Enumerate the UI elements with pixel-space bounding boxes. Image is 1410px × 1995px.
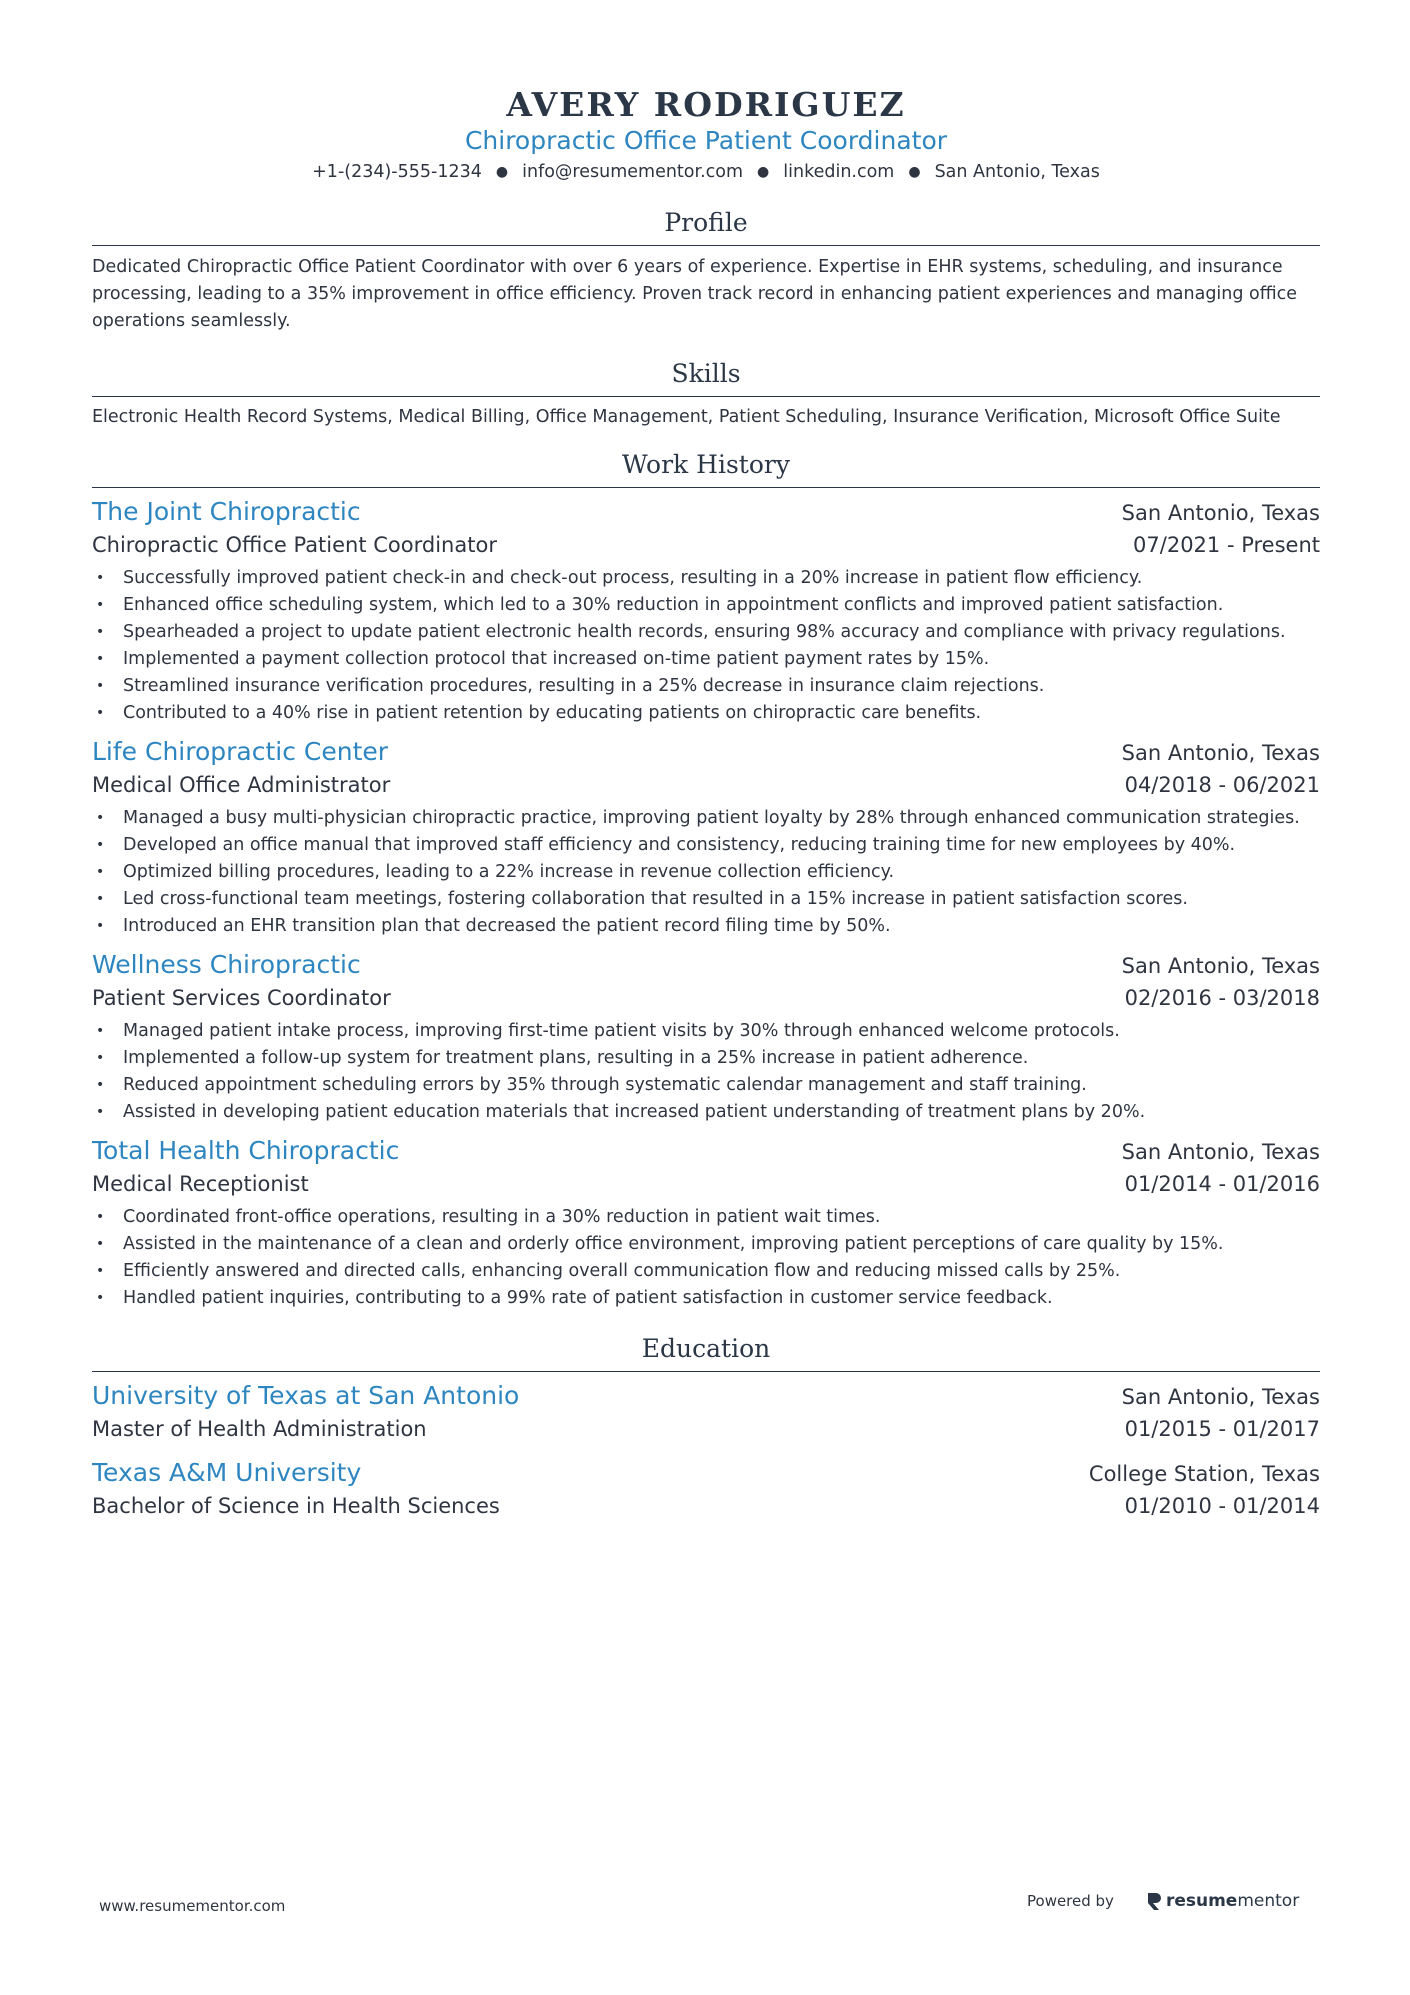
degree-name: Bachelor of Science in Health Sciences bbox=[92, 1494, 500, 1518]
job-location: San Antonio, Texas bbox=[1121, 954, 1320, 978]
profile-heading: Profile bbox=[92, 208, 1320, 246]
work-history-heading: Work History bbox=[92, 450, 1320, 488]
education-dates: 01/2010 - 01/2014 bbox=[1124, 1494, 1320, 1518]
job-role: Chiropractic Office Patient Coordinator bbox=[92, 533, 497, 557]
powered-by-label: Powered by bbox=[1027, 1892, 1114, 1910]
list-item: • Assisted in developing patient education materials that increased patient understanding of treatment plans by 20%. bbox=[92, 1099, 1320, 1126]
brand-name-bold: resume bbox=[1165, 1891, 1238, 1911]
job-company: The Joint Chiropractic bbox=[92, 497, 361, 526]
education-dates: 01/2015 - 01/2017 bbox=[1124, 1417, 1320, 1441]
contact-email[interactable]: info@resumementor.com bbox=[522, 162, 744, 182]
footer-website[interactable]: www.resumementor.com bbox=[99, 1897, 286, 1915]
education-section bbox=[92, 1334, 1320, 1523]
brand-name-light: mentor bbox=[1237, 1891, 1300, 1911]
job-dates: 01/2014 - 01/2016 bbox=[1124, 1172, 1320, 1196]
list-item: • Successfully improved patient check-in and check-out process, resulting in a 20% increase in patient flow efficiency. bbox=[92, 565, 1320, 592]
job-location: San Antonio, Texas bbox=[1121, 1140, 1320, 1164]
list-item: • Managed patient intake process, improving first-time patient visits by 30% through enhanced welcome protocols. bbox=[92, 1018, 1320, 1045]
job-entry bbox=[92, 496, 1320, 727]
degree-name: Master of Health Administration bbox=[92, 1417, 427, 1441]
list-item: • Developed an office manual that improved staff efficiency and consistency, reducing training time for new employees by 40%. bbox=[92, 832, 1320, 859]
job-company: Wellness Chiropractic bbox=[92, 950, 361, 979]
list-item: • Contributed to a 40% rise in patient retention by educating patients on chiropractic care benefits. bbox=[92, 700, 1320, 727]
list-item: • Optimized billing procedures, leading to a 22% increase in revenue collection efficiency. bbox=[92, 859, 1320, 886]
contact-location: San Antonio, Texas bbox=[934, 162, 1100, 182]
list-item: • Led cross-functional team meetings, fostering collaboration that resulted in a 15% increase in patient satisfaction scores. bbox=[92, 886, 1320, 913]
school-name: University of Texas at San Antonio bbox=[92, 1381, 520, 1410]
job-bullets bbox=[92, 805, 1320, 940]
skills-section bbox=[92, 359, 1320, 429]
list-item: • Introduced an EHR transition plan that decreased the patient record filing time by 50%. bbox=[92, 913, 1320, 940]
brand-logo[interactable] bbox=[1146, 1891, 1299, 1911]
profile-text: Dedicated Chiropractic Office Patient Coordinator with over 6 years of experience. Expertise in EHR systems, scheduling, and insurance processing, leading to a 35% improvement in office efficiency. Proven track record in enhancing patient experiences and managing office operations seamlessly. bbox=[92, 257, 1298, 331]
job-dates: 04/2018 - 06/2021 bbox=[1124, 773, 1320, 797]
job-entry bbox=[92, 1135, 1320, 1312]
separator-dot-icon: ● bbox=[757, 164, 770, 180]
school-name: Texas A&M University bbox=[92, 1458, 362, 1487]
education-heading: Education bbox=[92, 1334, 1320, 1372]
job-dates: 02/2016 - 03/2018 bbox=[1124, 986, 1320, 1010]
resume-header bbox=[92, 86, 1320, 184]
job-entry bbox=[92, 736, 1320, 940]
contact-linkedin[interactable]: linkedin.com bbox=[783, 162, 895, 182]
school-location: College Station, Texas bbox=[1088, 1462, 1320, 1486]
job-role: Medical Receptionist bbox=[92, 1172, 309, 1196]
job-entry bbox=[92, 949, 1320, 1126]
resume-page bbox=[92, 86, 1320, 1523]
work-history-section bbox=[92, 450, 1320, 1312]
list-item: • Coordinated front-office operations, resulting in a 30% reduction in patient wait times. bbox=[92, 1204, 1320, 1231]
candidate-title: Chiropractic Office Patient Coordinator bbox=[464, 126, 948, 155]
list-item: • Assisted in the maintenance of a clean and orderly office environment, improving patient perceptions of care quality by 15%. bbox=[92, 1231, 1320, 1258]
job-role: Patient Services Coordinator bbox=[92, 986, 391, 1010]
list-item: • Reduced appointment scheduling errors by 35% through systematic calendar management and staff training. bbox=[92, 1072, 1320, 1099]
skills-heading: Skills bbox=[92, 359, 1320, 397]
list-item: • Efficiently answered and directed calls, enhancing overall communication flow and reducing missed calls by 25%. bbox=[92, 1258, 1320, 1285]
job-dates: 07/2021 - Present bbox=[1133, 533, 1320, 557]
list-item: • Implemented a follow-up system for treatment plans, resulting in a 25% increase in patient adherence. bbox=[92, 1045, 1320, 1072]
education-entry bbox=[92, 1457, 1320, 1523]
profile-section bbox=[92, 208, 1320, 335]
job-company: Total Health Chiropractic bbox=[92, 1136, 400, 1165]
job-bullets bbox=[92, 1018, 1320, 1126]
list-item: • Spearheaded a project to update patient electronic health records, ensuring 98% accuracy and compliance with privacy regulations. bbox=[92, 619, 1320, 646]
contact-phone: +1-(234)-555-1234 bbox=[312, 162, 482, 182]
footer-brand bbox=[1027, 1891, 1299, 1911]
list-item: • Handled patient inquiries, contributing to a 99% rate of patient satisfaction in customer service feedback. bbox=[92, 1285, 1320, 1312]
separator-dot-icon: ● bbox=[495, 164, 509, 180]
list-item: • Streamlined insurance verification procedures, resulting in a 25% decrease in insurance claim rejections. bbox=[92, 673, 1320, 700]
candidate-name: AVERY RODRIGUEZ bbox=[506, 85, 906, 124]
school-location: San Antonio, Texas bbox=[1121, 1385, 1320, 1409]
job-company: Life Chiropractic Center bbox=[92, 737, 389, 766]
skills-text: Electronic Health Record Systems, Medical Billing, Office Management, Patient Scheduling, Insurance Verification, Microsoft Office Suite bbox=[92, 407, 1281, 427]
contact-line bbox=[92, 160, 1320, 184]
list-item: • Managed a busy multi-physician chiropractic practice, improving patient loyalty by 28% through enhanced communication strategies. bbox=[92, 805, 1320, 832]
separator-dot-icon: ● bbox=[908, 164, 921, 180]
resumementor-logo-icon bbox=[1146, 1891, 1162, 1911]
education-entry bbox=[92, 1380, 1320, 1446]
list-item: • Implemented a payment collection protocol that increased on-time patient payment rates by 15%. bbox=[92, 646, 1320, 673]
job-location: San Antonio, Texas bbox=[1121, 501, 1320, 525]
job-bullets bbox=[92, 1204, 1320, 1312]
job-role: Medical Office Administrator bbox=[92, 773, 391, 797]
job-location: San Antonio, Texas bbox=[1121, 741, 1320, 765]
list-item: • Enhanced office scheduling system, which led to a 30% reduction in appointment conflicts and improved patient satisfaction. bbox=[92, 592, 1320, 619]
job-bullets bbox=[92, 565, 1320, 727]
